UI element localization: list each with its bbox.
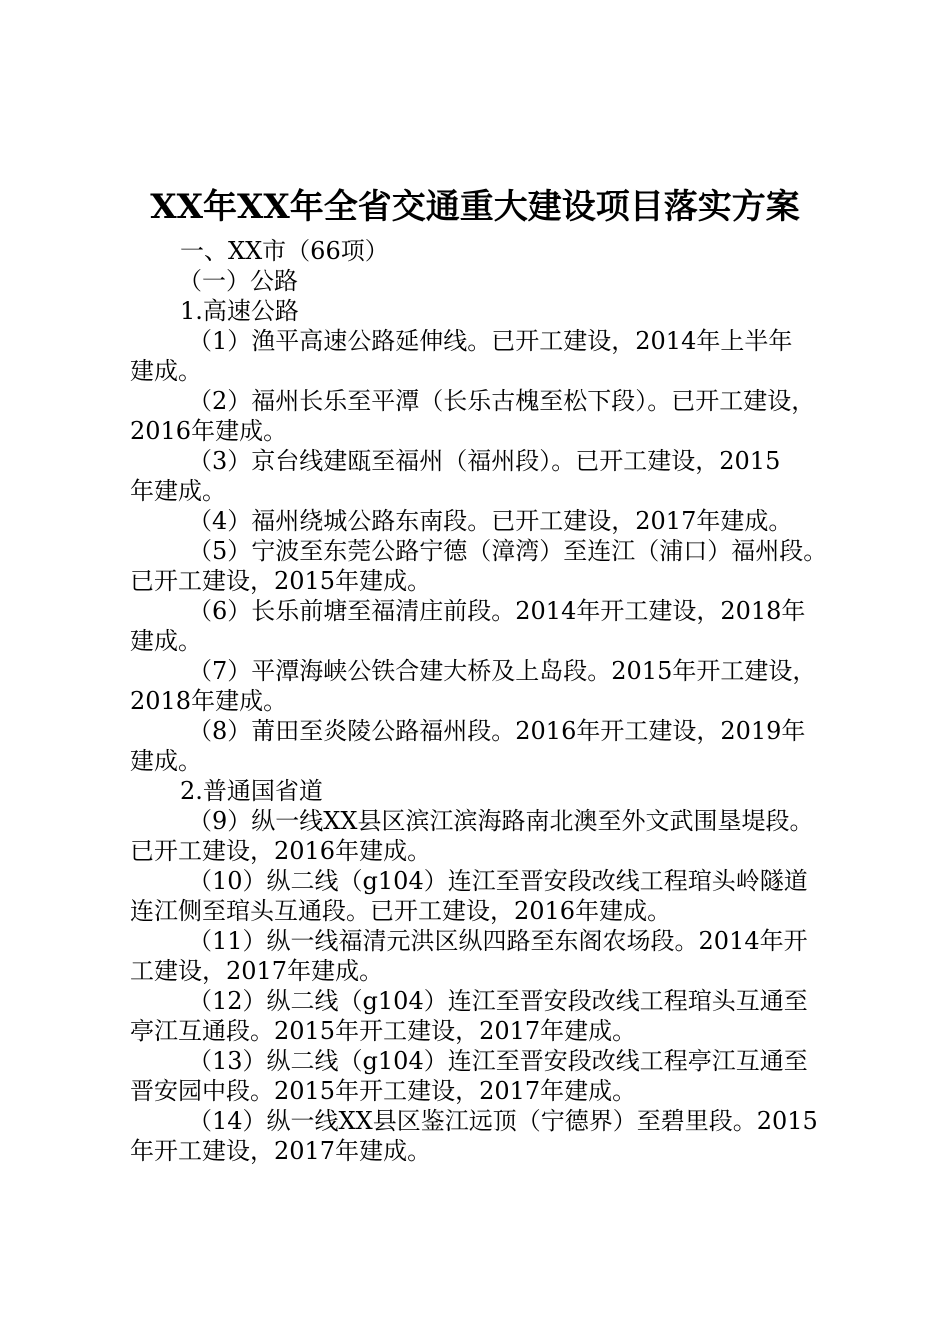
list-item: （4）福州绕城公路东南段。已开工建设，2017年建成。 (188, 507, 793, 535)
list-item: （2）福州长乐至平潭（长乐古槐至松下段）。已开工建设， (188, 387, 816, 415)
list-item: （7）平潭海峡公铁合建大桥及上岛段。2015年开工建设， (188, 657, 817, 685)
list-item: （14）纵一线XX县区鉴江远顶（宁德界）至碧里段。2015 (188, 1107, 818, 1135)
section-heading: 一、XX市（66项） (180, 237, 389, 265)
list-item: （12）纵二线（g104）连江至晋安段改线工程琯头互通至 (188, 987, 808, 1015)
list-item-continuation: 工建设，2017年建成。 (130, 957, 384, 985)
list-item-continuation: 连江侧至琯头互通段。已开工建设，2016年建成。 (130, 897, 672, 925)
list-item-continuation: 晋安园中段。2015年开工建设，2017年建成。 (130, 1077, 637, 1105)
list-item: （3）京台线建瓯至福州（福州段）。已开工建设，2015 (188, 447, 781, 475)
list-item-continuation: 建成。 (130, 627, 202, 655)
list-item-continuation: 年开工建设，2017年建成。 (130, 1137, 432, 1165)
list-item: （6）长乐前塘至福清庄前段。2014年开工建设，2018年 (188, 597, 806, 625)
document-body (130, 236, 850, 1166)
list-item-continuation: 已开工建设，2015年建成。 (130, 567, 432, 595)
list-item-continuation: 2016年建成。 (130, 417, 288, 445)
list-item-continuation: 年建成。 (130, 477, 226, 505)
list-item: （11）纵一线福清元洪区纵四路至东阁农场段。2014年开 (188, 927, 808, 955)
list-item: （5）宁波至东莞公路宁德（漳湾）至连江（浦口）福州段。 (188, 537, 828, 565)
list-item-continuation: 2018年建成。 (130, 687, 288, 715)
category-heading: 2.普通国省道 (180, 777, 323, 805)
list-item: （1）渔平高速公路延伸线。已开工建设，2014年上半年 (188, 327, 793, 355)
list-item-continuation: 亭江互通段。2015年开工建设，2017年建成。 (130, 1017, 637, 1045)
document-title: XX年XX年全省交通重大建设项目落实方案 (150, 187, 800, 227)
list-item-continuation: 建成。 (130, 357, 202, 385)
list-item: （8）莆田至炎陵公路福州段。2016年开工建设，2019年 (188, 717, 806, 745)
list-item-continuation: 建成。 (130, 747, 202, 775)
list-item: （10）纵二线（g104）连江至晋安段改线工程琯头岭隧道 (188, 867, 808, 895)
category-heading: 1.高速公路 (180, 297, 299, 325)
list-item: （9）纵一线XX县区滨江滨海路南北澳至外文武围垦堤段。 (188, 807, 814, 835)
list-item: （13）纵二线（g104）连江至晋安段改线工程亭江互通至 (188, 1047, 808, 1075)
subsection-heading: （一）公路 (178, 267, 298, 295)
list-item-continuation: 已开工建设，2016年建成。 (130, 837, 432, 865)
